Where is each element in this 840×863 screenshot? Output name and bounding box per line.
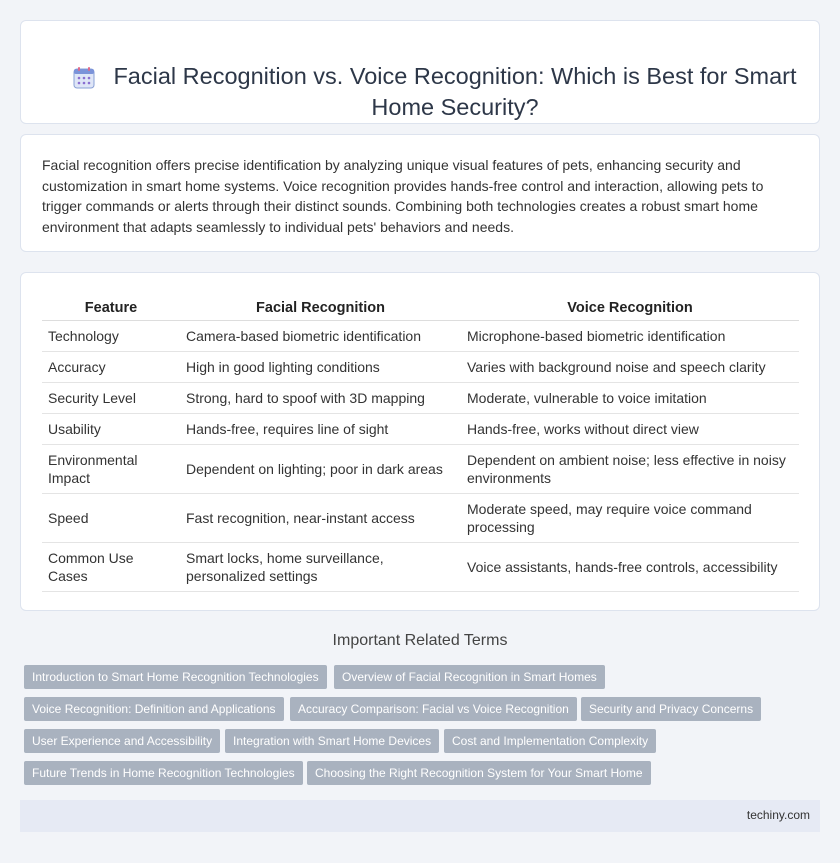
table-cell: Accuracy xyxy=(42,351,180,382)
table-cell: Smart locks, home surveillance, personalized settings xyxy=(180,542,461,591)
table-cell: Hands-free, works without direct view xyxy=(461,413,799,444)
table-row xyxy=(42,542,799,591)
related-tag-integration[interactable]: Integration with Smart Home Devices xyxy=(225,729,439,753)
related-tag-user-experience[interactable]: User Experience and Accessibility xyxy=(24,729,220,753)
related-tag-accuracy-comparison[interactable]: Accuracy Comparison: Facial vs Voice Recognition xyxy=(290,697,577,721)
table-cell: Environmental Impact xyxy=(42,444,180,493)
table-header-row xyxy=(42,297,799,320)
title-card xyxy=(20,20,820,124)
table-row xyxy=(42,351,799,382)
calendar-grid-icon xyxy=(72,66,96,90)
table-cell: Varies with background noise and speech clarity xyxy=(461,351,799,382)
related-tag-intro-smart-home-recognition[interactable]: Introduction to Smart Home Recognition Technologies xyxy=(24,665,327,689)
related-tag-choosing-system[interactable]: Choosing the Right Recognition System for Your Smart Home xyxy=(307,761,651,785)
table-cell: Voice assistants, hands-free controls, accessibility xyxy=(461,542,799,591)
table-row xyxy=(42,444,799,493)
comparison-table-card xyxy=(20,272,820,611)
related-tag-cost[interactable]: Cost and Implementation Complexity xyxy=(444,729,656,753)
related-terms-title: Important Related Terms xyxy=(332,632,508,649)
table-cell: Security Level xyxy=(42,382,180,413)
header-voice: Voice Recognition xyxy=(461,297,799,320)
table-row xyxy=(42,493,799,542)
table-row xyxy=(42,413,799,444)
table-cell: Dependent on ambient noise; less effective in noisy environments xyxy=(461,444,799,493)
table-cell: Dependent on lighting; poor in dark areas xyxy=(180,444,461,493)
comparison-table xyxy=(42,297,799,592)
page-title: Facial Recognition vs. Voice Recognition: Which is Best for Smart Home Security? xyxy=(113,63,797,120)
table-cell: Camera-based biometric identification xyxy=(180,320,461,351)
table-cell: Moderate, vulnerable to voice imitation xyxy=(461,382,799,413)
related-tag-overview-facial[interactable]: Overview of Facial Recognition in Smart Homes xyxy=(334,665,605,689)
table-cell: Technology xyxy=(42,320,180,351)
table-row xyxy=(42,320,799,351)
intro-paragraph: Facial recognition offers precise identification by analyzing unique visual features of pets, enhancing security and customization in smart home systems. Voice recognition provides hands-free control and interaction, allowing pets to trigger commands or alerts through their distinct sounds. Combining both technologies creates a robust smart home environment that adapts seamlessly to individual pets' behaviors and needs. xyxy=(42,157,764,235)
table-cell: Usability xyxy=(42,413,180,444)
table-cell: Moderate speed, may require voice command processing xyxy=(461,493,799,542)
intro-card xyxy=(20,134,820,252)
table-cell: High in good lighting conditions xyxy=(180,351,461,382)
table-cell: Hands-free, requires line of sight xyxy=(180,413,461,444)
related-tag-voice-definition[interactable]: Voice Recognition: Definition and Applications xyxy=(24,697,284,721)
table-cell: Common Use Cases xyxy=(42,542,180,591)
footer xyxy=(20,800,820,832)
header-feature: Feature xyxy=(42,297,180,320)
table-cell: Strong, hard to spoof with 3D mapping xyxy=(180,382,461,413)
header-facial: Facial Recognition xyxy=(180,297,461,320)
table-cell: Speed xyxy=(42,493,180,542)
footer-brand[interactable]: techiny.com xyxy=(746,808,810,822)
table-cell: Microphone-based biometric identification xyxy=(461,320,799,351)
related-tag-future-trends[interactable]: Future Trends in Home Recognition Technologies xyxy=(24,761,303,785)
table-cell: Fast recognition, near-instant access xyxy=(180,493,461,542)
table-row xyxy=(42,382,799,413)
related-tag-security-privacy[interactable]: Security and Privacy Concerns xyxy=(581,697,761,721)
